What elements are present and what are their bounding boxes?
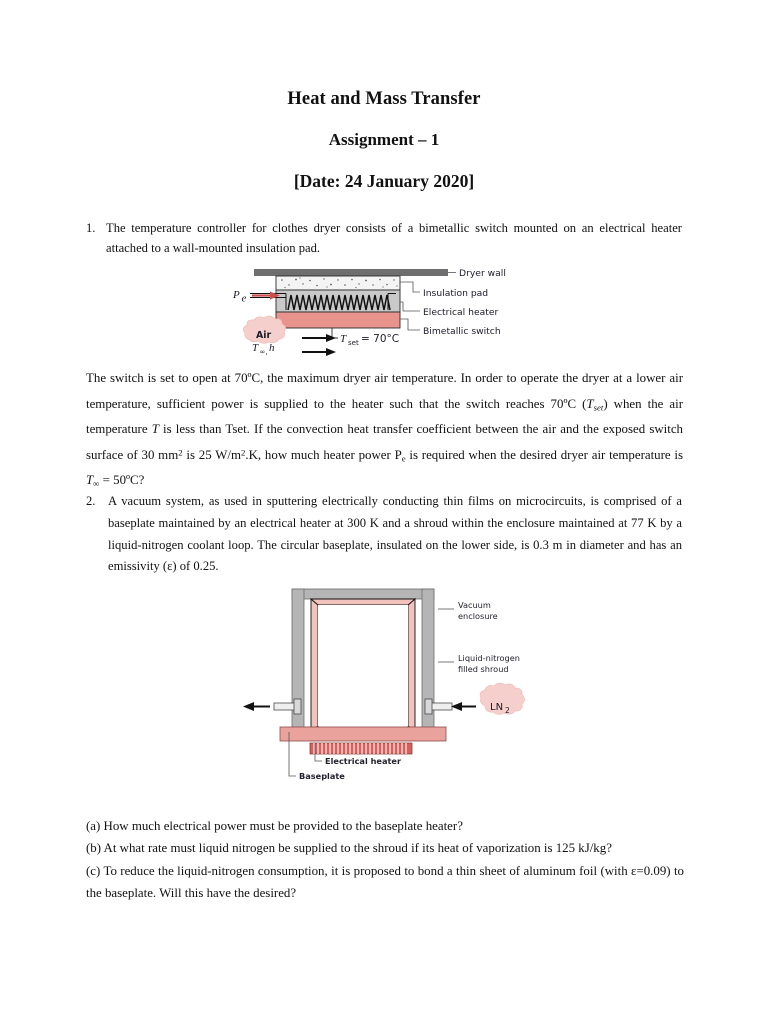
baseplate-label: Baseplate bbox=[299, 771, 345, 781]
subquestion-a-label: (a) bbox=[86, 819, 101, 833]
subquestion-b-label: (b) bbox=[86, 841, 102, 856]
para-part-a: The switch is set to open at 70ºC, the maximum dryer air temperature. In order to operate the dryer at a lower air temperature, sufficient power is supplied to the heater such that the switch reaches 70ºC ( bbox=[86, 371, 683, 411]
ln2-outlet-tube-shape bbox=[274, 699, 301, 714]
baseplate-shape bbox=[280, 727, 446, 741]
question-1-text: The temperature controller for clothes dryer consists of a bimetallic switch mounted on an electrical heater attached to a wall-mounted insulation pad. bbox=[106, 221, 682, 256]
page-title: Heat and Mass Transfer bbox=[287, 89, 481, 109]
shroud-label-line2: filled shroud bbox=[458, 664, 509, 674]
subquestions-list bbox=[86, 815, 684, 904]
subquestion-c-text: To reduce the liquid-nitrogen consumption, it is proposed to bond a thin sheet of aluminum foil (with ε=0.09) to the baseplate. Will this have the desired? bbox=[86, 863, 684, 900]
airflow-arrow-icon-top bbox=[302, 334, 336, 342]
leader-insulation-pad bbox=[400, 282, 420, 292]
leader-bimetallic-switch bbox=[400, 319, 420, 330]
outflow-arrow-icon bbox=[243, 702, 270, 711]
mm-superscript: 2 bbox=[178, 446, 183, 457]
dryer-wall-shape bbox=[254, 269, 448, 276]
tset-value-label: = 70°C bbox=[361, 333, 400, 345]
question-2-number: 2. bbox=[86, 494, 96, 508]
vacuum-enclosure-label-line2: enclosure bbox=[458, 611, 498, 621]
para-part-b: ) when the air temperature bbox=[86, 396, 684, 437]
subquestion-a bbox=[86, 815, 684, 837]
tset-subscript-label: set bbox=[348, 339, 359, 347]
electrical-heater-label-2: Electrical heater bbox=[325, 756, 402, 766]
ln2-label: LN bbox=[490, 702, 504, 713]
leader-electrical-heater bbox=[400, 302, 420, 311]
question-2 bbox=[86, 491, 682, 578]
tset-symbol-label: T bbox=[340, 333, 347, 345]
subquestion-b bbox=[86, 837, 684, 859]
question-1-number: 1. bbox=[86, 221, 96, 235]
ln2-subscript-label: 2 bbox=[505, 706, 510, 715]
air-label: Air bbox=[256, 330, 272, 341]
tset-subscript: set bbox=[593, 402, 604, 412]
m-superscript: 2 bbox=[241, 446, 246, 457]
subquestion-a-text: How much electrical power must be provided to the baseplate heater? bbox=[103, 819, 463, 833]
tinf-subscript: ∞ bbox=[93, 478, 100, 489]
electrical-heater-label: Electrical heater bbox=[423, 307, 499, 318]
tset-symbol: T bbox=[586, 396, 594, 411]
question-1-paragraph bbox=[86, 366, 683, 494]
electrical-heater-shape bbox=[310, 743, 412, 754]
para-part-d: is 25 W/m bbox=[182, 447, 241, 462]
ln2-inlet-tube-shape bbox=[425, 699, 452, 714]
tinf-symbol: T bbox=[86, 473, 94, 488]
inflow-arrow-icon bbox=[451, 702, 476, 711]
power-symbol-label: P bbox=[233, 289, 240, 301]
t-symbol: T bbox=[151, 422, 159, 437]
para-part-g: = 50ºC? bbox=[99, 473, 145, 488]
air-temperature-symbol: T bbox=[252, 342, 259, 354]
dryer-wall-label: Dryer wall bbox=[459, 268, 506, 279]
power-subscript-label: e bbox=[241, 292, 247, 305]
document-header bbox=[0, 88, 768, 192]
figure-dryer-controller bbox=[228, 262, 544, 366]
para-part-c: is less than Tset. If the convection heat transfer coefficient between the air and the exposed switch surface of 30 mm bbox=[86, 422, 683, 462]
question-2-text: A vacuum system, as used in sputtering electrically conducting thin films on microcircuits, is comprised of a baseplate maintained by an electrical heater at 300 K and a shroud within the enclosure maintained at 77 K by a liquid-nitrogen coolant loop. The circular baseplate, insulated on the lower side, is 0.3 m in diameter and has an emissivity (ε) of 0.25. bbox=[108, 494, 682, 574]
subquestion-c bbox=[86, 860, 684, 905]
air-coefficient-symbol: h bbox=[269, 342, 275, 354]
vacuum-enclosure-label-line1: Vacuum bbox=[458, 600, 491, 610]
date-line: [Date: 24 January 2020] bbox=[293, 170, 475, 191]
bimetallic-switch-label: Bimetallic switch bbox=[423, 326, 501, 337]
para-part-f: is required when the desired dryer air temperature is bbox=[405, 447, 684, 462]
subquestion-c-label: (c) bbox=[86, 863, 101, 878]
figure-vacuum-system bbox=[232, 586, 542, 786]
shroud-label-line1: Liquid-nitrogen bbox=[458, 653, 520, 663]
airflow-arrow-icon-bottom bbox=[302, 348, 336, 356]
subquestion-b-text: At what rate must liquid nitrogen be supplied to the shroud if its heat of vaporization is 125 kJ/kg? bbox=[103, 841, 612, 856]
air-temperature-subscript: ∞, bbox=[259, 348, 268, 356]
pe-subscript: e bbox=[401, 453, 406, 464]
para-part-e: .K, how much heater power P bbox=[245, 447, 402, 462]
insulation-pad-label: Insulation pad bbox=[423, 288, 489, 299]
assignment-subtitle: Assignment – 1 bbox=[328, 130, 440, 150]
question-1 bbox=[86, 218, 682, 259]
